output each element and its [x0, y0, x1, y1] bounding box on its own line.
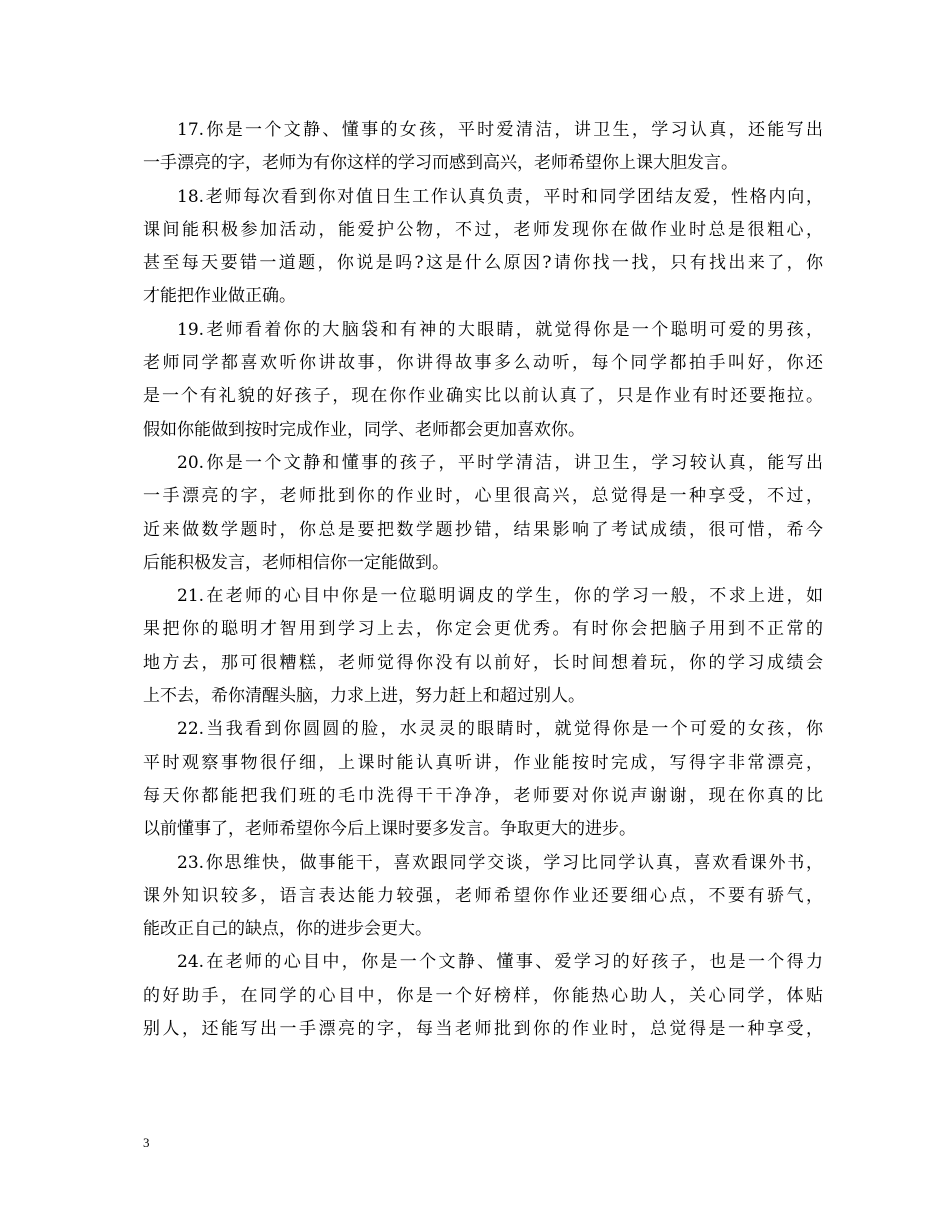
paragraph-19: [143, 314, 823, 447]
paragraph-21: [143, 580, 823, 713]
text-line: 才能把作业做正确。: [143, 286, 296, 307]
paragraph-17: [143, 114, 823, 181]
text-line: 老师同学都喜欢听你讲故事，你讲得故事多么动听，每个同学都拍手叫好，你还: [143, 353, 823, 374]
text-line: 甚至每天要错一道题，你说是吗?这是什么原因?请你找一找，只有找出来了，你: [143, 253, 823, 274]
text-line: 一手漂亮的字，老师为有你这样的学习而感到高兴，老师希望你上课大胆发言。: [143, 153, 738, 174]
text-line: 23.你思维快，做事能干，喜欢跟同学交谈，学习比同学认真，喜欢看课外书，: [177, 852, 823, 873]
paragraph-22: [143, 713, 823, 846]
text-line: 22.当我看到你圆圆的脸，水灵灵的眼睛时，就觉得你是一个可爱的女孩，你: [177, 719, 823, 740]
text-line: 近来做数学题时，你总是要把数学题抄错，结果影响了考试成绩，很可惜，希今: [143, 519, 823, 540]
text-line: 课间能积极参加活动，能爱护公物，不过，老师发现你在做作业时总是很粗心，: [143, 219, 823, 240]
text-line: 21.在老师的心目中你是一位聪明调皮的学生，你的学习一般，不求上进，如: [177, 586, 823, 607]
text-line: 是一个有礼貌的好孩子，现在你作业确实比以前认真了，只是作业有时还要拖拉。: [143, 386, 823, 407]
text-line: 别人，还能写出一手漂亮的字，每当老师批到你的作业时，总觉得是一种享受，: [143, 1019, 823, 1040]
paragraph-23: [143, 847, 823, 947]
text-line: 24.在老师的心目中，你是一个文静、懂事、爱学习的好孩子，也是一个得力: [177, 952, 823, 973]
text-line: 课外知识较多，语言表达能力较强，老师希望你作业还要细心点，不要有骄气，: [143, 885, 823, 906]
text-line: 每天你都能把我们班的毛巾洗得干干净净，老师要对你说声谢谢，现在你真的比: [143, 785, 823, 806]
text-line: 平时观察事物很仔细，上课时能认真听讲，作业能按时完成，写得字非常漂亮，: [143, 752, 823, 773]
paragraph-24: [143, 946, 823, 1046]
text-line: 17.你是一个文静、懂事的女孩，平时爱清洁，讲卫生，学习认真，还能写出: [177, 120, 823, 140]
text-line: 19.老师看着你的大脑袋和有神的大眼睛，就觉得你是一个聪明可爱的男孩，: [177, 319, 823, 340]
text-line: 20.你是一个文静和懂事的孩子，平时学清洁，讲卫生，学习较认真，能写出: [177, 452, 823, 473]
text-line: 假如你能做到按时完成作业，同学、老师都会更加喜欢你。: [143, 419, 585, 440]
text-line: 能改正自己的缺点，你的进步会更大。: [143, 919, 432, 940]
text-line: 18.老师每次看到你对值日生工作认真负责，平时和同学团结友爱，性格内向，: [177, 186, 823, 207]
text-line: 后能积极发言，老师相信你一定能做到。: [143, 552, 449, 573]
text-line: 的好助手，在同学的心目中，你是一个好榜样，你能热心助人，关心同学，体贴: [143, 985, 823, 1006]
paragraph-20: [143, 447, 823, 580]
text-line: 果把你的聪明才智用到学习上去，你定会更优秀。有时你会把脑子用到不正常的: [143, 619, 823, 640]
paragraph-18: [143, 181, 823, 314]
page-number: 3: [143, 1135, 150, 1150]
text-line: 以前懂事了，老师希望你今后上课时要多发言。争取更大的进步。: [143, 819, 636, 840]
document-body: [143, 114, 823, 1046]
text-line: 一手漂亮的字，老师批到你的作业时，心里很高兴，总觉得是一种享受，不过，: [143, 486, 823, 507]
text-line: 上不去，希你清醒头脑，力求上进，努力赶上和超过别人。: [143, 686, 585, 707]
text-line: 地方去，那可很糟糕，老师觉得你没有以前好，长时间想着玩，你的学习成绩会: [143, 652, 823, 673]
